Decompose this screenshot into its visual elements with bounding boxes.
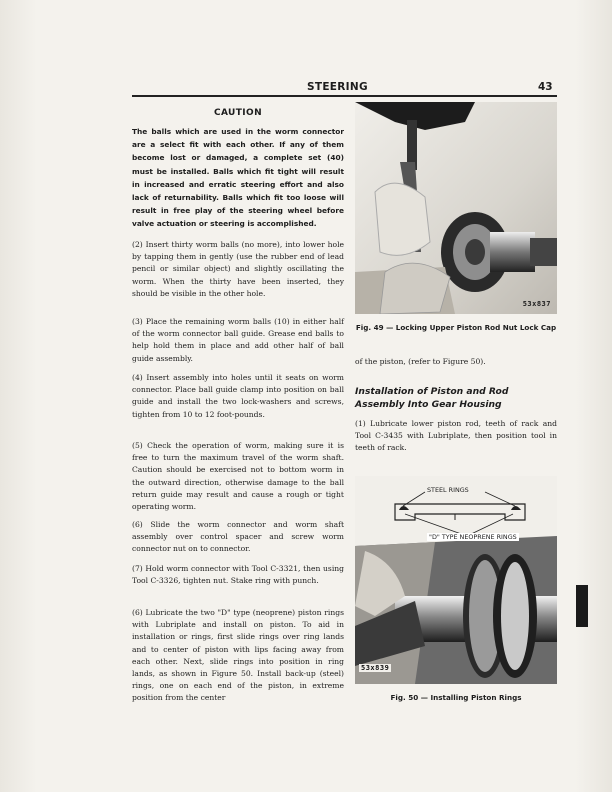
caution-body: The balls which are used in the worm connector are a select fit with each other. If any of them become lost or damaged, a complete set (40) must be installed. Balls which fit tight will result in increased and erratic steering effort and also lack of returnability. Balls which fit too loose will result in free play of the steering wheel before valve actuation or steering is accomplished. <box>132 127 344 229</box>
step-paragraph: (3) Place the remaining worm balls (10) in either half of the worm connector ball guide. Grease end balls to help hold them in place and add other half of ball guide assembly. <box>132 317 344 363</box>
figure-49-photo <box>355 102 557 314</box>
figure-50-photo <box>355 476 557 684</box>
continuation-text: of the piston, (refer to Figure 50). <box>355 357 486 366</box>
section-heading: Installation of Piston and Rod Assembly Into Gear Housing <box>355 386 509 410</box>
figure-49-caption: Fig. 49 — Locking Upper Piston Rod Nut Lock Cap <box>355 323 557 332</box>
step-paragraph: (6) Lubricate the two "D" type (neoprene) piston rings with Lubriplate and install on piston. To aid in installation or rings, first slide rings over ring lands and to center of piston with lips facing away from each other. Next, slide rings into position in ring lands, as shown in Figure 50. Install back-up (steel) rings, one on each end of the piston, in extreme position from the center <box>132 608 344 703</box>
section-paragraph: (1) Lubricate lower piston rod, teeth of rack and Tool C-3435 with Lubriplate, then position tool in teeth of rack. <box>355 419 557 453</box>
page-number: 43 <box>538 81 553 93</box>
caution-title: CAUTION <box>213 108 263 118</box>
running-header-title: STEERING <box>307 81 368 93</box>
figure-50-caption: Fig. 50 — Installing Piston Rings <box>390 693 522 702</box>
caution-box <box>132 104 344 231</box>
figure-49-code: 53x837 <box>522 300 551 308</box>
label-neoprene-rings: "D" TYPE NEOPRENE RINGS <box>429 533 517 541</box>
step-paragraph: (2) Insert thirty worm balls (no more), into lower hole by tapping them in gently (use the rubber end of lead pencil or similar object) and slightly oscillating the worm. When the thirty have been inserted, they should be visible in the other hole. <box>132 240 344 298</box>
step-paragraph: (7) Hold worm connector with Tool C-3321, then using Tool C-3326, tighten nut. Stake ring with punch. <box>132 564 344 586</box>
step-paragraph: (4) Insert assembly into holes until it seats on worm connector. Place ball guide clamp into position on ball guide and install the two lock-washers and screws, tighten from 10 to 12 foot-pounds. <box>132 373 344 419</box>
label-steel-rings: STEEL RINGS <box>427 486 469 494</box>
figure-49-illustration <box>355 102 557 314</box>
step-paragraph: (5) Check the operation of worm, making sure it is free to turn the maximum travel of the worm shaft. Caution should be exercised not to bottom worm in the outward direction, otherwise damage to the ball return guide may result and cause a rough or tight operating worm. <box>132 441 344 512</box>
header-rule <box>132 95 557 97</box>
figure-50-code: 53x839 <box>361 664 390 672</box>
figure-50-illustration <box>355 476 557 684</box>
section-thumb-tab <box>576 585 588 627</box>
step-paragraph: (6) Slide the worm connector and worm shaft assembly over control spacer and screw worm connector nut on to connector. <box>132 520 344 554</box>
